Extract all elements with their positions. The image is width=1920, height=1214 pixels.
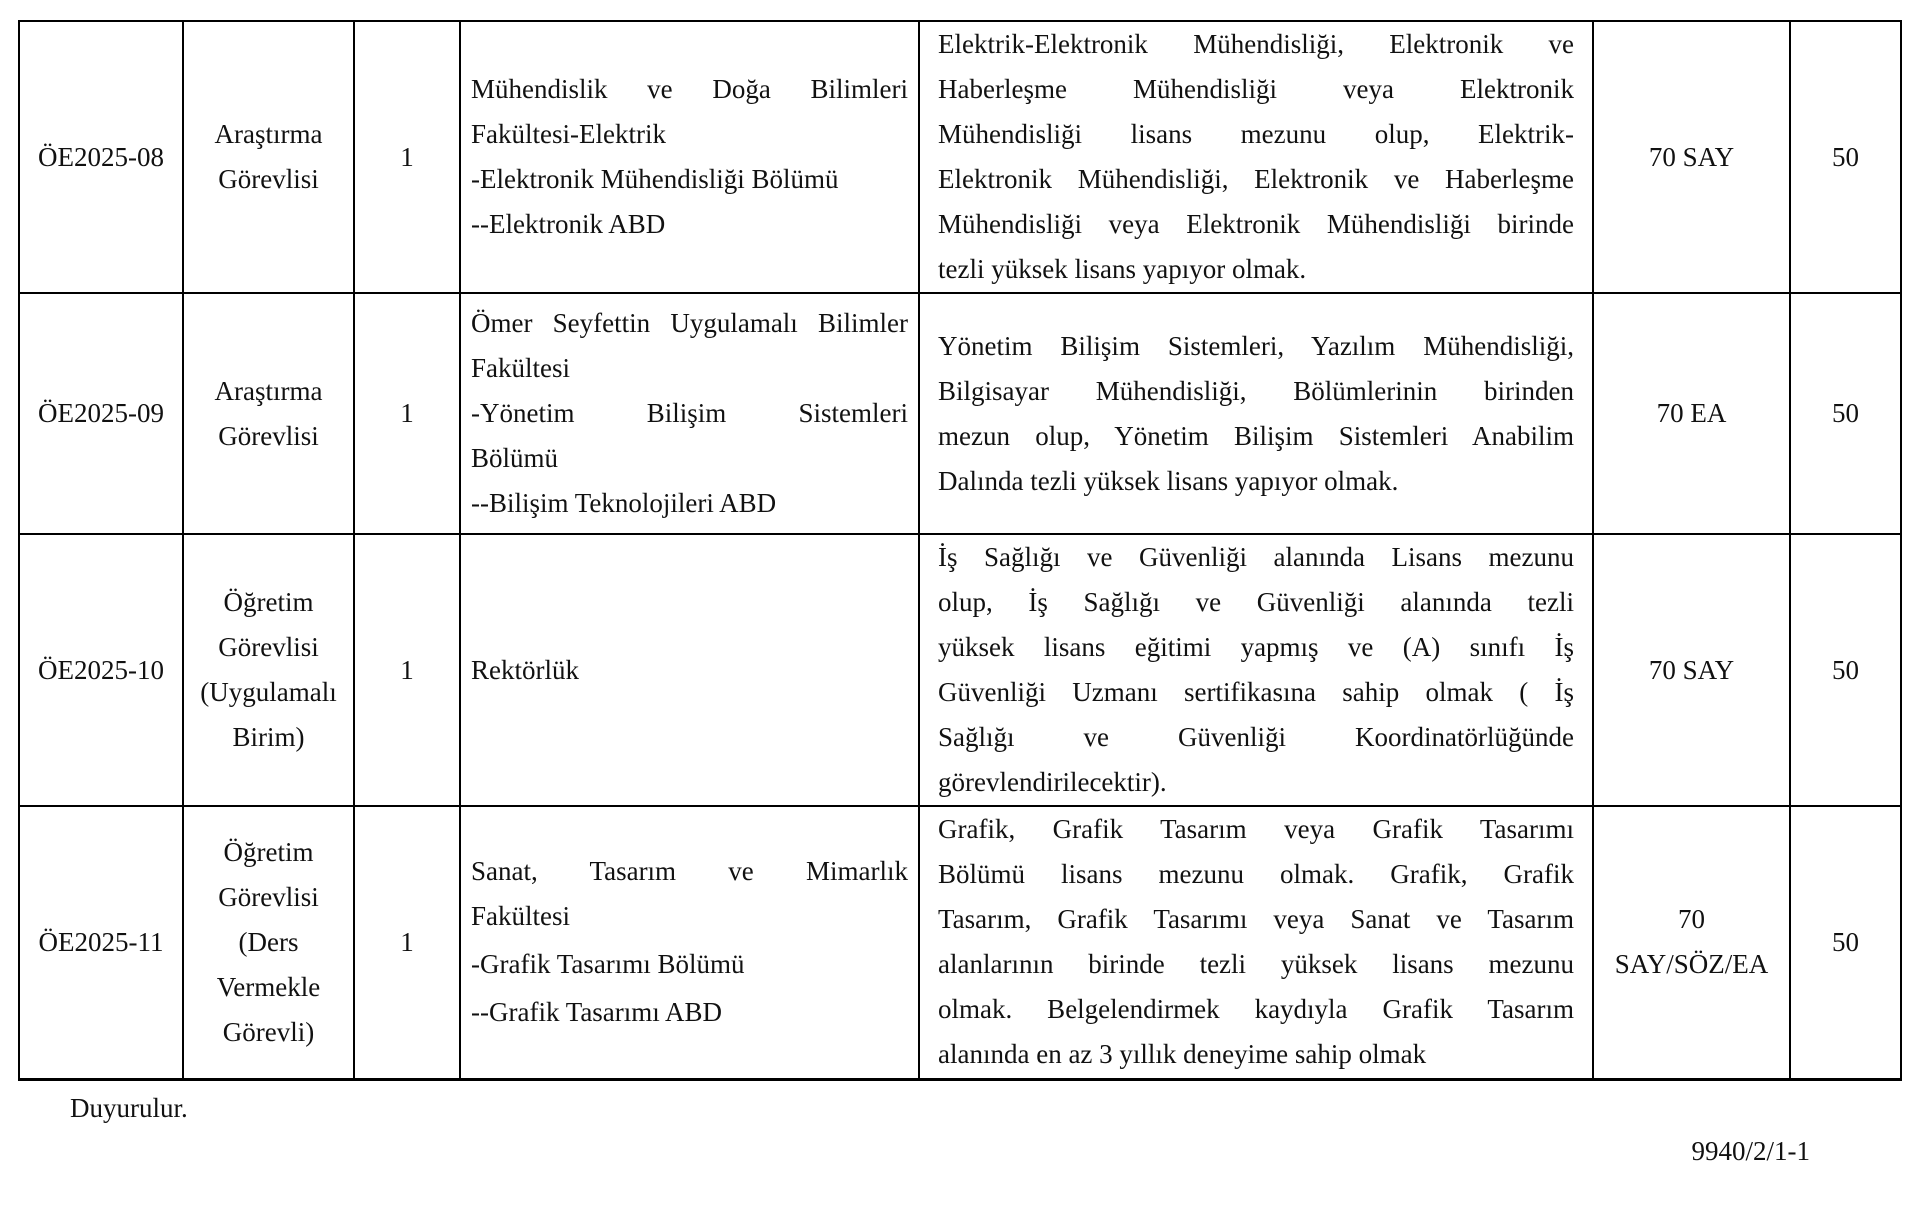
unit-line: Fakültesi-Elektrik (471, 119, 666, 149)
position-unit (460, 21, 919, 293)
exam-line: 70 SAY (1648, 141, 1735, 172)
unit-line: Rektörlük (471, 654, 579, 685)
unit-line: Sanat, Tasarım ve Mimarlık (471, 856, 908, 887)
position-unit (460, 534, 919, 806)
position-code: ÖE2025-09 (19, 293, 183, 534)
title-line: Öğretim (223, 587, 314, 617)
unit-line: -Grafik Tasarımı Bölümü (471, 949, 745, 980)
unit-line: Bölümü (471, 443, 559, 473)
position-requirements (919, 21, 1593, 293)
min-score: 50 (1790, 21, 1901, 293)
table-row (19, 21, 1901, 293)
title-line: (Uygulamalı (200, 677, 337, 707)
title-line: (Ders (238, 926, 299, 957)
unit-line: Fakültesi (471, 901, 570, 932)
requirement-line: Bilgisayar Mühendisliği, Bölümlerinin birinden (938, 375, 1574, 406)
position-code: ÖE2025-10 (19, 534, 183, 806)
requirement-line: Sağlığı ve Güvenliği Koordinatörlüğünde (938, 722, 1574, 752)
position-title (183, 806, 354, 1079)
min-score: 50 (1790, 293, 1901, 534)
position-title (183, 534, 354, 806)
requirement-line: Haberleşme Mühendisliği veya Elektronik (938, 74, 1574, 104)
title-line: Görevlisi (218, 632, 319, 662)
title-line: Görevlisi (218, 420, 319, 451)
table-row (19, 534, 1901, 806)
position-count: 1 (354, 21, 460, 293)
title-line: Araştırma (214, 119, 323, 149)
title-line: Birim) (232, 722, 305, 752)
unit-line: -Elektronik Mühendisliği Bölümü (471, 164, 839, 194)
table-row (19, 293, 1901, 534)
title-line: Görevli) (222, 1016, 315, 1047)
position-title (183, 21, 354, 293)
unit-line: --Bilişim Teknolojileri ABD (471, 488, 777, 518)
position-requirements (919, 534, 1593, 806)
exam-score-type (1593, 21, 1790, 293)
requirement-line: olmak. Belgelendirmek kaydıyla Grafik Tasarım (938, 994, 1574, 1025)
unit-line: --Grafik Tasarımı ABD (471, 997, 723, 1028)
position-code: ÖE2025-08 (19, 21, 183, 293)
requirement-line: Tasarım, Grafik Tasarımı veya Sanat ve Tasarım (938, 904, 1574, 935)
exam-line: 70 SAY (1648, 654, 1735, 685)
exam-line: SAY/SÖZ/EA (1614, 949, 1769, 980)
unit-line: Fakültesi (471, 353, 570, 383)
title-line: Araştırma (214, 375, 323, 406)
table-row (19, 806, 1901, 1079)
position-count: 1 (354, 806, 460, 1079)
position-unit (460, 293, 919, 534)
requirement-line: Grafik, Grafik Tasarım veya Grafik Tasarımı (938, 814, 1574, 845)
title-line: Öğretim (223, 836, 314, 867)
title-line: Görevlisi (218, 881, 319, 912)
unit-line: --Elektronik ABD (471, 209, 666, 239)
exam-line: 70 (1678, 904, 1705, 935)
exam-line: 70 EA (1656, 398, 1727, 428)
announcement-note: Duyurulur. (70, 1093, 188, 1123)
requirement-line: Bölümü lisans mezunu olmak. Grafik, Grafik (938, 859, 1574, 890)
position-code: ÖE2025-11 (19, 806, 183, 1079)
title-line: Vermekle (216, 971, 321, 1002)
requirement-line: Yönetim Bilişim Sistemleri, Yazılım Mühendisliği, (938, 330, 1574, 361)
requirement-line: olup, İş Sağlığı ve Güvenliği alanında tezli (938, 587, 1574, 617)
position-requirements (919, 293, 1593, 534)
document-reference: 9940/2/1-1 (1691, 1136, 1810, 1166)
position-unit (460, 806, 919, 1079)
requirement-line: yüksek lisans eğitimi yapmış ve (A) sınıfı İş (938, 632, 1574, 662)
requirement-line: tezli yüksek lisans yapıyor olmak. (938, 254, 1307, 284)
requirement-line: Elektronik Mühendisliği, Elektronik ve Haberleşme (938, 164, 1574, 194)
min-score: 50 (1790, 534, 1901, 806)
position-title (183, 293, 354, 534)
position-count: 1 (354, 534, 460, 806)
title-line: Görevlisi (218, 164, 319, 194)
exam-score-type (1593, 534, 1790, 806)
requirement-line: görevlendirilecektir). (938, 767, 1167, 797)
requirement-line: alanında en az 3 yıllık deneyime sahip olmak (938, 1039, 1427, 1070)
requirement-line: Dalında tezli yüksek lisans yapıyor olmak. (938, 465, 1399, 496)
position-count: 1 (354, 293, 460, 534)
requirement-line: Güvenliği Uzmanı sertifikasına sahip olmak ( İş (938, 677, 1574, 707)
unit-line: -Yönetim Bilişim Sistemleri (471, 398, 908, 428)
requirement-line: İş Sağlığı ve Güvenliği alanında Lisans mezunu (938, 542, 1574, 572)
unit-line: Ömer Seyfettin Uygulamalı Bilimler (471, 308, 908, 338)
exam-score-type (1593, 293, 1790, 534)
requirement-line: mezun olup, Yönetim Bilişim Sistemleri Anabilim (938, 420, 1574, 451)
requirement-line: Elektrik-Elektronik Mühendisliği, Elektronik ve (938, 29, 1574, 59)
requirement-line: Mühendisliği veya Elektronik Mühendisliği birinde (938, 209, 1574, 239)
min-score: 50 (1790, 806, 1901, 1079)
requirement-line: alanlarının birinde tezli yüksek lisans mezunu (938, 949, 1574, 980)
positions-table (18, 20, 1902, 1081)
position-requirements (919, 806, 1593, 1079)
unit-line: Mühendislik ve Doğa Bilimleri (471, 74, 908, 104)
exam-score-type (1593, 806, 1790, 1079)
requirement-line: Mühendisliği lisans mezunu olup, Elektrik- (938, 119, 1574, 149)
